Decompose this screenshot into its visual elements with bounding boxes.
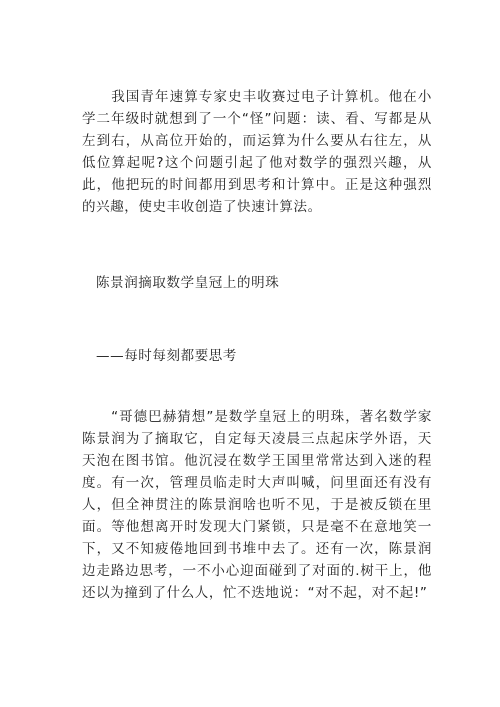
section-title: 陈景润摘取数学皇冠上的明珠 (96, 275, 280, 291)
body-paragraph-chen-jingrun: “哥德巴赫猜想”是数学皇冠上的明珠，著名数学家陈景润为了摘取它，自定每天凌晨三点起床学外语，天天泡在图书馆。他沉浸在数学王国里常常达到入迷的程度。有一次，管理员临走时大声叫喊，问里面还有没有人，但全神贯注的陈景润啥也听不见，于是被反锁在里面。等他想离开时发现大门紧锁，只是毫不在意地笑一下，又不知疲倦地回到书堆中去了。还有一次，陈景润边走路边思考，一不小心迎面碰到了对面的.树干上，他还以为撞到了什么人，忙不迭地说：“对不起，对不起!” (82, 409, 432, 601)
section-subtitle: ——每时每刻都要思考 (96, 348, 237, 364)
body-paragraph-shi-fengshou: 我国青年速算专家史丰收赛过电子计算机。他在小学二年级时就想到了一个“怪”问题：读、看、写都是从左到右，从高位开始的，而运算为什么要从右往左，从低位算起呢?这个问题引起了他对数学的强烈兴趣，从此，他把玩的时间都用到思考和计算中。正是这种强烈的兴趣，使史丰收创造了快速计算法。 (82, 89, 432, 215)
